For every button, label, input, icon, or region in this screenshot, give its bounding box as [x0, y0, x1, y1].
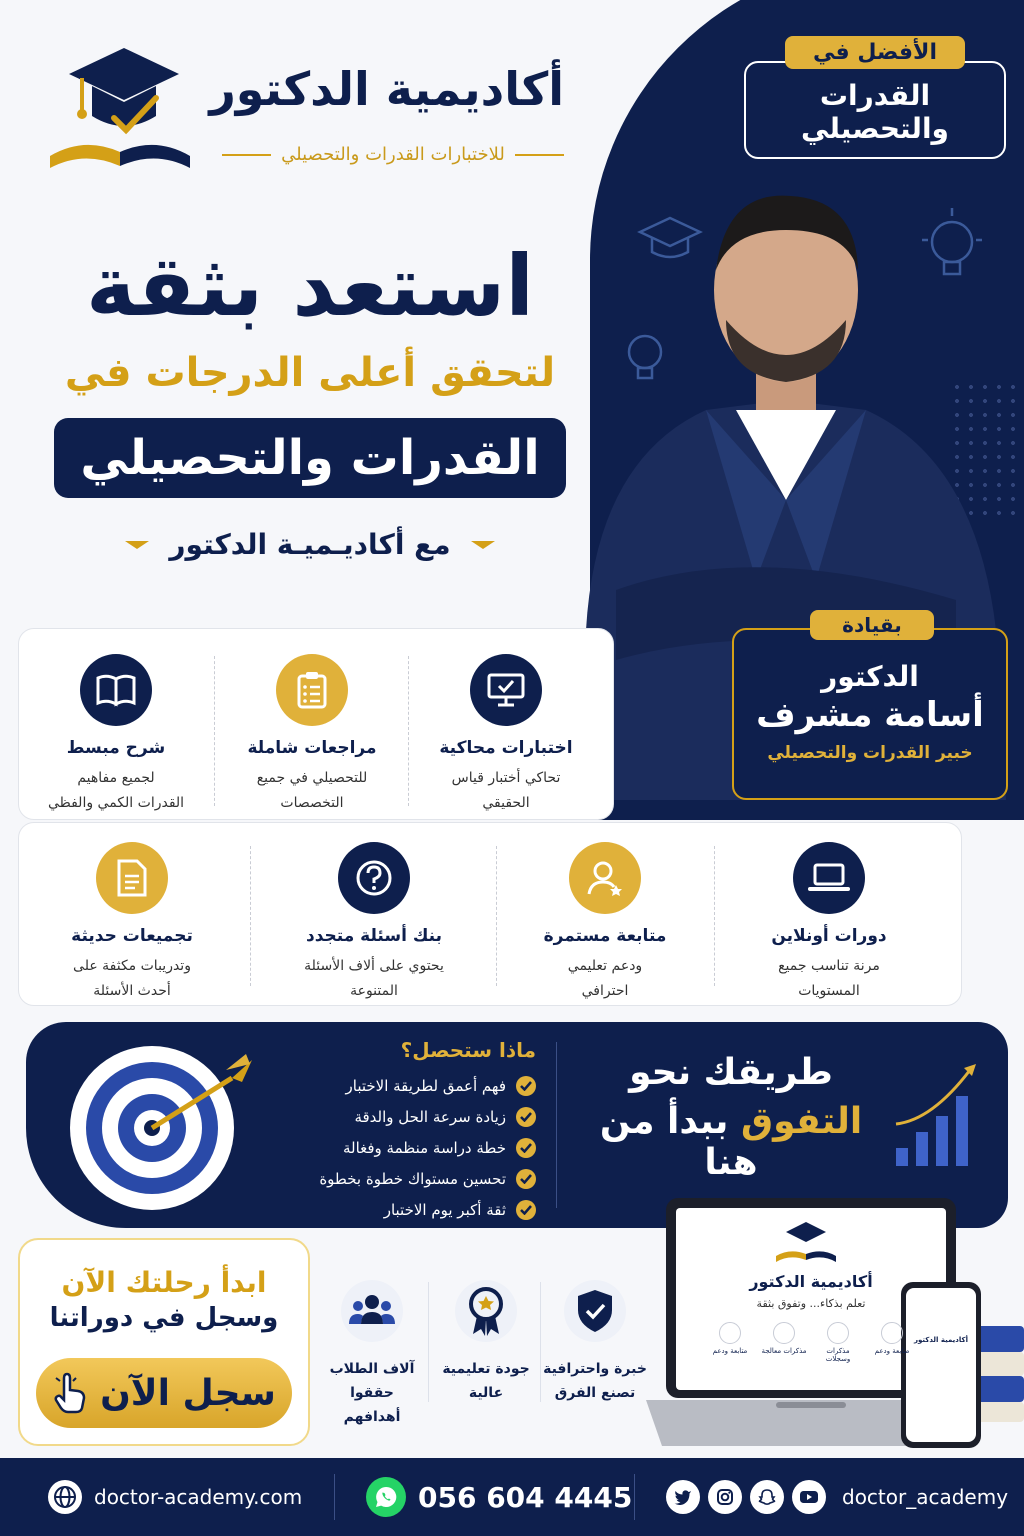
feature-title: دورات أونلاين [771, 926, 887, 946]
benefits-list [276, 1038, 536, 1225]
trust-text: خبرة واحترافية [543, 1361, 647, 1377]
footer-phone[interactable] [366, 1477, 632, 1517]
feature-online-courses [734, 842, 924, 1003]
twitter-icon[interactable] [666, 1480, 700, 1514]
globe-icon [48, 1480, 82, 1514]
benefit-text: ثقة أكبر يوم الاختبار [383, 1200, 506, 1219]
trust-text: تصنع الفرق [554, 1384, 636, 1401]
list-item [276, 1101, 536, 1132]
headline-with-academy-text: مع أكاديـميـة الدكتور [169, 528, 451, 562]
headline-with-academy [30, 528, 590, 561]
question-icon [338, 842, 410, 914]
feature-title: متابعة مستمرة [543, 926, 667, 946]
feature-recent-compilations [34, 842, 230, 1003]
headline-title: استعد بثقة [85, 237, 535, 335]
feature-continuous-followup [510, 842, 700, 1003]
badge-main: القدرات والتحصيلي [744, 61, 1006, 159]
path-highlight: التفوق [740, 1101, 863, 1142]
check-icon [516, 1076, 536, 1096]
feature-question-bank [268, 842, 480, 1003]
logo-title: أكاديمية الدكتور [209, 62, 564, 116]
instructor-name: أسامة مشرف [756, 695, 984, 735]
register-now-button[interactable] [36, 1358, 292, 1428]
check-icon [516, 1200, 536, 1220]
laptop-tile [706, 1322, 754, 1363]
monitor-check-icon [470, 654, 542, 726]
laptop-tile [814, 1322, 862, 1363]
laptop-mockup [626, 1196, 1024, 1460]
path-line1: طريقك نحو [629, 1052, 833, 1093]
snapchat-icon[interactable] [750, 1480, 784, 1514]
top-badge [744, 36, 1006, 159]
trust-text: جودة تعليمية [442, 1361, 530, 1377]
phone-screen-title: أكاديمية الدكتور [914, 1336, 968, 1344]
benefit-text: تحسين مستواك خطوة بخطوة [319, 1169, 506, 1188]
user-star-icon [569, 842, 641, 914]
trust-students [322, 1278, 422, 1429]
feature-simple-explanation [30, 654, 202, 815]
list-item [276, 1194, 536, 1225]
logo-emblem-icon [44, 44, 194, 184]
feature-desc: أحدث الأسئلة [93, 982, 171, 999]
logo-subtitle [222, 144, 564, 165]
footer [0, 1458, 1024, 1536]
logo-subtitle-text: للاختبارات القدرات والتحصيلي [281, 144, 505, 165]
social-handle: doctor_academy [842, 1485, 1009, 1509]
feature-title: مراجعات شاملة [247, 738, 377, 758]
feature-desc: التخصصات [280, 794, 344, 811]
feature-simulated-tests [420, 654, 592, 815]
feature-desc: ودعم تعليمي [567, 958, 643, 974]
feature-desc: الحقيقي [482, 794, 530, 811]
feature-title: اختبارات محاكية [439, 738, 573, 758]
feature-title: تجميعات حديثة [71, 926, 193, 946]
feature-desc: احترافي [581, 982, 629, 999]
clipboard-icon [276, 654, 348, 726]
check-icon [516, 1138, 536, 1158]
trust-quality [436, 1278, 536, 1406]
cta-card [18, 1238, 310, 1446]
award-icon [453, 1278, 519, 1344]
laptop-screen-title: أكاديمية الدكتور [749, 1272, 873, 1291]
path-rest: ببدأ من هنا [599, 1101, 758, 1183]
feature-comprehensive-reviews [226, 654, 398, 815]
document-icon [96, 842, 168, 914]
academy-logo [44, 44, 564, 184]
laptop-tile [760, 1322, 808, 1363]
target-icon [56, 1034, 256, 1214]
book-icon [80, 654, 152, 726]
feature-desc: وتدريبات مكثفة على [73, 958, 191, 974]
whatsapp-icon [366, 1477, 406, 1517]
feature-desc: المستويات [798, 982, 860, 999]
benefit-text: خطة دراسة منظمة وفغالة [342, 1138, 506, 1157]
instructor-role: خبير القدرات والتحصيلي [767, 743, 973, 763]
feature-desc: تحاكي أختبار قياس [451, 770, 561, 786]
path-to-excellence [571, 1052, 891, 1183]
benefits-title: ماذا ستحصل؟ [400, 1038, 536, 1062]
check-icon [516, 1107, 536, 1127]
headline-highlight: القدرات والتحصيلي [54, 418, 565, 498]
trust-text: عالية [468, 1384, 504, 1401]
laptop-tile-label: مذكرات وسجلات [825, 1347, 851, 1363]
feature-title: بنك أسئلة متجدد [306, 926, 442, 946]
trust-text: حققوا أهدافهم [343, 1384, 401, 1425]
growth-chart-icon [892, 1062, 992, 1172]
instagram-icon[interactable] [708, 1480, 742, 1514]
check-icon [516, 1169, 536, 1189]
phone-number: 056 604 4445 [418, 1480, 633, 1514]
instructor-tag: بقيادة [810, 610, 934, 640]
feature-desc: المتنوعة [350, 982, 398, 999]
list-item [276, 1070, 536, 1101]
instructor-card [732, 613, 1008, 800]
laptop-screen-tagline: تعلم بذكاء... وتفوق بثقة [756, 1297, 866, 1310]
laptop-tile-label: متابعة ودعم [874, 1347, 910, 1355]
laptop-tile-label: متابعة ودعم [712, 1347, 748, 1355]
list-item [276, 1163, 536, 1194]
benefit-text: فهم أعمق لطريقة الاختبار [345, 1076, 506, 1095]
trust-text: آلاف الطلاب [329, 1361, 415, 1377]
feature-title: شرح مبسط [66, 738, 166, 758]
website-text: doctor-academy.com [94, 1485, 303, 1509]
youtube-icon[interactable] [792, 1480, 826, 1514]
laptop-icon [793, 842, 865, 914]
feature-desc: لجميع مفاهيم [77, 770, 155, 786]
users-icon [339, 1278, 405, 1344]
headline-subtitle: لتحقق أعلى الدرجات في [64, 350, 556, 397]
feature-desc: يحتوي على ألاف الأسئلة [304, 958, 444, 974]
footer-website[interactable] [48, 1480, 302, 1514]
hand-pointer-icon [52, 1372, 88, 1414]
badge-label: الأفضل في [785, 36, 965, 69]
laptop-tile-label: مذكرات معالجة [761, 1347, 807, 1355]
footer-social [666, 1480, 1008, 1514]
feature-desc: القدرات الكمي والفظي [47, 794, 185, 811]
feature-desc: للتحصيلي في جميع [256, 770, 368, 786]
laptop-logo-icon [774, 1220, 838, 1264]
instructor-title: الدكتور [821, 660, 919, 693]
feature-desc: مرنة تناسب جميع [778, 958, 880, 974]
cta-line1: ابدأ رحلتك الآن [61, 1266, 267, 1299]
headline-block [30, 237, 590, 562]
list-item [276, 1132, 536, 1163]
shield-check-icon [562, 1278, 628, 1344]
register-button-label: سجل الآن [100, 1372, 276, 1414]
cta-line2: وسجل في دوراتنا [49, 1303, 279, 1333]
benefit-text: زيادة سرعة الحل والدقة [354, 1107, 506, 1126]
